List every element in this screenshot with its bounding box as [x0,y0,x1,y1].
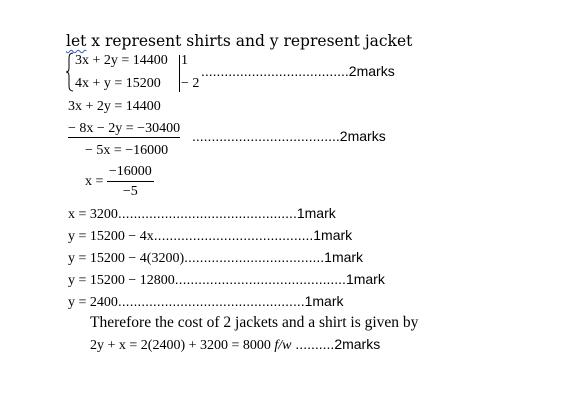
elim-line3: − 5x = −16000 [85,143,169,158]
step-equation: y = 15200 − 4x [68,229,154,244]
step-row [68,271,385,289]
fraction-denominator: −5 [122,184,138,199]
elim-line2-wrap [68,121,180,137]
step-marks: ................................................1mark [117,293,344,309]
conclusion-row [90,336,380,354]
step-equation: y = 15200 − 4(3200) [68,251,185,266]
intro-text: x represent shirts and y represent jacket [86,32,413,50]
system-eq1: 3x + 2y = 14400 [75,53,168,68]
multiplier-divider [179,55,180,92]
step-marks: ............................................1mark [174,271,385,287]
multiplier-1: 1 [181,53,188,68]
multiplier-2: − 2 [181,76,200,91]
step-marks: .........................................1mark [153,227,353,243]
step-equation: x = 3200 [68,207,118,222]
system-marks: ......................................2marks [201,63,395,79]
step-marks: ..............................................1mark [117,205,336,221]
left-brace-icon [65,52,75,92]
follow-through-note: f/w [274,338,292,353]
elim-marks: ......................................2marks [192,128,386,144]
let-word: let [66,32,87,50]
conclusion-marks: ..........2marks [291,336,381,352]
step-row [68,205,336,223]
system-eq2: 4x + y = 15200 [75,76,161,91]
step-row [68,293,344,311]
conclusion-sentence: Therefore the cost of 2 jackets and a shirt is given by [90,314,419,331]
solve-x-fraction [107,164,154,200]
solve-x-lhs: x = [85,174,104,189]
conclusion-equation: 2y + x = 2(2400) + 3200 = 8000 [90,338,271,353]
step-marks: ....................................1mark [184,249,364,265]
step-row [68,249,363,267]
step-row [68,227,352,245]
elim-line1: 3x + 2y = 14400 [68,99,161,114]
solve-x [85,164,154,200]
intro-line [66,32,412,50]
elim-line2: − 8x − 2y = −30400 [68,121,181,136]
fraction-numerator: −16000 [107,164,154,182]
step-equation: y = 15200 − 12800 [68,273,175,288]
step-equation: y = 2400 [68,295,118,310]
